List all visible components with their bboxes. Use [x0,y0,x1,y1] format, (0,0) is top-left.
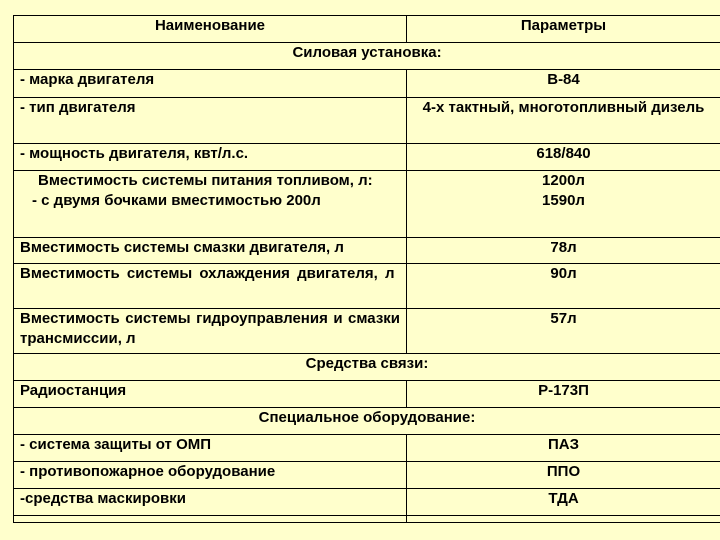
radio-value: Р-173П [407,381,720,408]
table-row [14,309,720,354]
engine-brand-value: В-84 [407,70,720,98]
fuel-capacity-value-main: 1200л [542,172,585,189]
fuel-capacity-label-main: Вместимость системы питания топливом, л: [38,172,373,189]
table-row [14,462,720,489]
fire-label: - противопожарное оборудование [14,462,407,489]
header-name: Наименование [14,16,407,43]
table-row [14,238,720,264]
engine-power-value: 618/840 [407,144,720,171]
empty-cell [14,516,407,523]
header-params: Параметры [407,16,720,43]
table-row [14,70,720,98]
table-row [14,489,720,516]
table-row [14,516,720,523]
fuel-capacity-label [14,171,407,238]
engine-type-label: - тип двигателя [14,98,407,144]
spec-table [13,15,720,523]
section-comm [14,354,720,381]
table-row [14,144,720,171]
nbc-value: ПАЗ [407,435,720,462]
empty-cell [407,516,720,523]
lubrication-label: Вместимость системы смазки двигателя, л [14,238,407,264]
section-special [14,408,720,435]
section-power [14,43,720,70]
table-row [14,381,720,408]
table-row [14,171,720,238]
engine-type-value: 4-х тактный, многотопливный дизель [407,98,720,144]
lubrication-value: 78л [407,238,720,264]
fuel-capacity-value-barrels: 1590л [542,192,585,209]
fuel-capacity-value [407,171,720,238]
section-special-title: Специальное оборудование: [14,408,720,435]
camo-label: -средства маскировки [14,489,407,516]
engine-power-label: - мощность двигателя, квт/л.с. [14,144,407,171]
cooling-value: 90л [407,264,720,309]
engine-brand-label: - марка двигателя [14,70,407,98]
table-row [14,98,720,144]
table-row [14,264,720,309]
cooling-label: Вместимость системы охлаждения двигателя, л [14,264,407,309]
hydraulics-label: Вместимость системы гидроуправления и смазки трансмиссии, л [14,309,407,354]
fuel-capacity-label-barrels: - с двумя бочками вместимостью 200л [32,192,321,209]
fire-value: ППО [407,462,720,489]
section-comm-title: Средства связи: [14,354,720,381]
camo-value: ТДА [407,489,720,516]
table-row [14,435,720,462]
header-row [14,16,720,43]
radio-label: Радиостанция [14,381,407,408]
section-power-title: Силовая установка: [14,43,720,70]
nbc-label: - система защиты от ОМП [14,435,407,462]
hydraulics-value: 57л [407,309,720,354]
